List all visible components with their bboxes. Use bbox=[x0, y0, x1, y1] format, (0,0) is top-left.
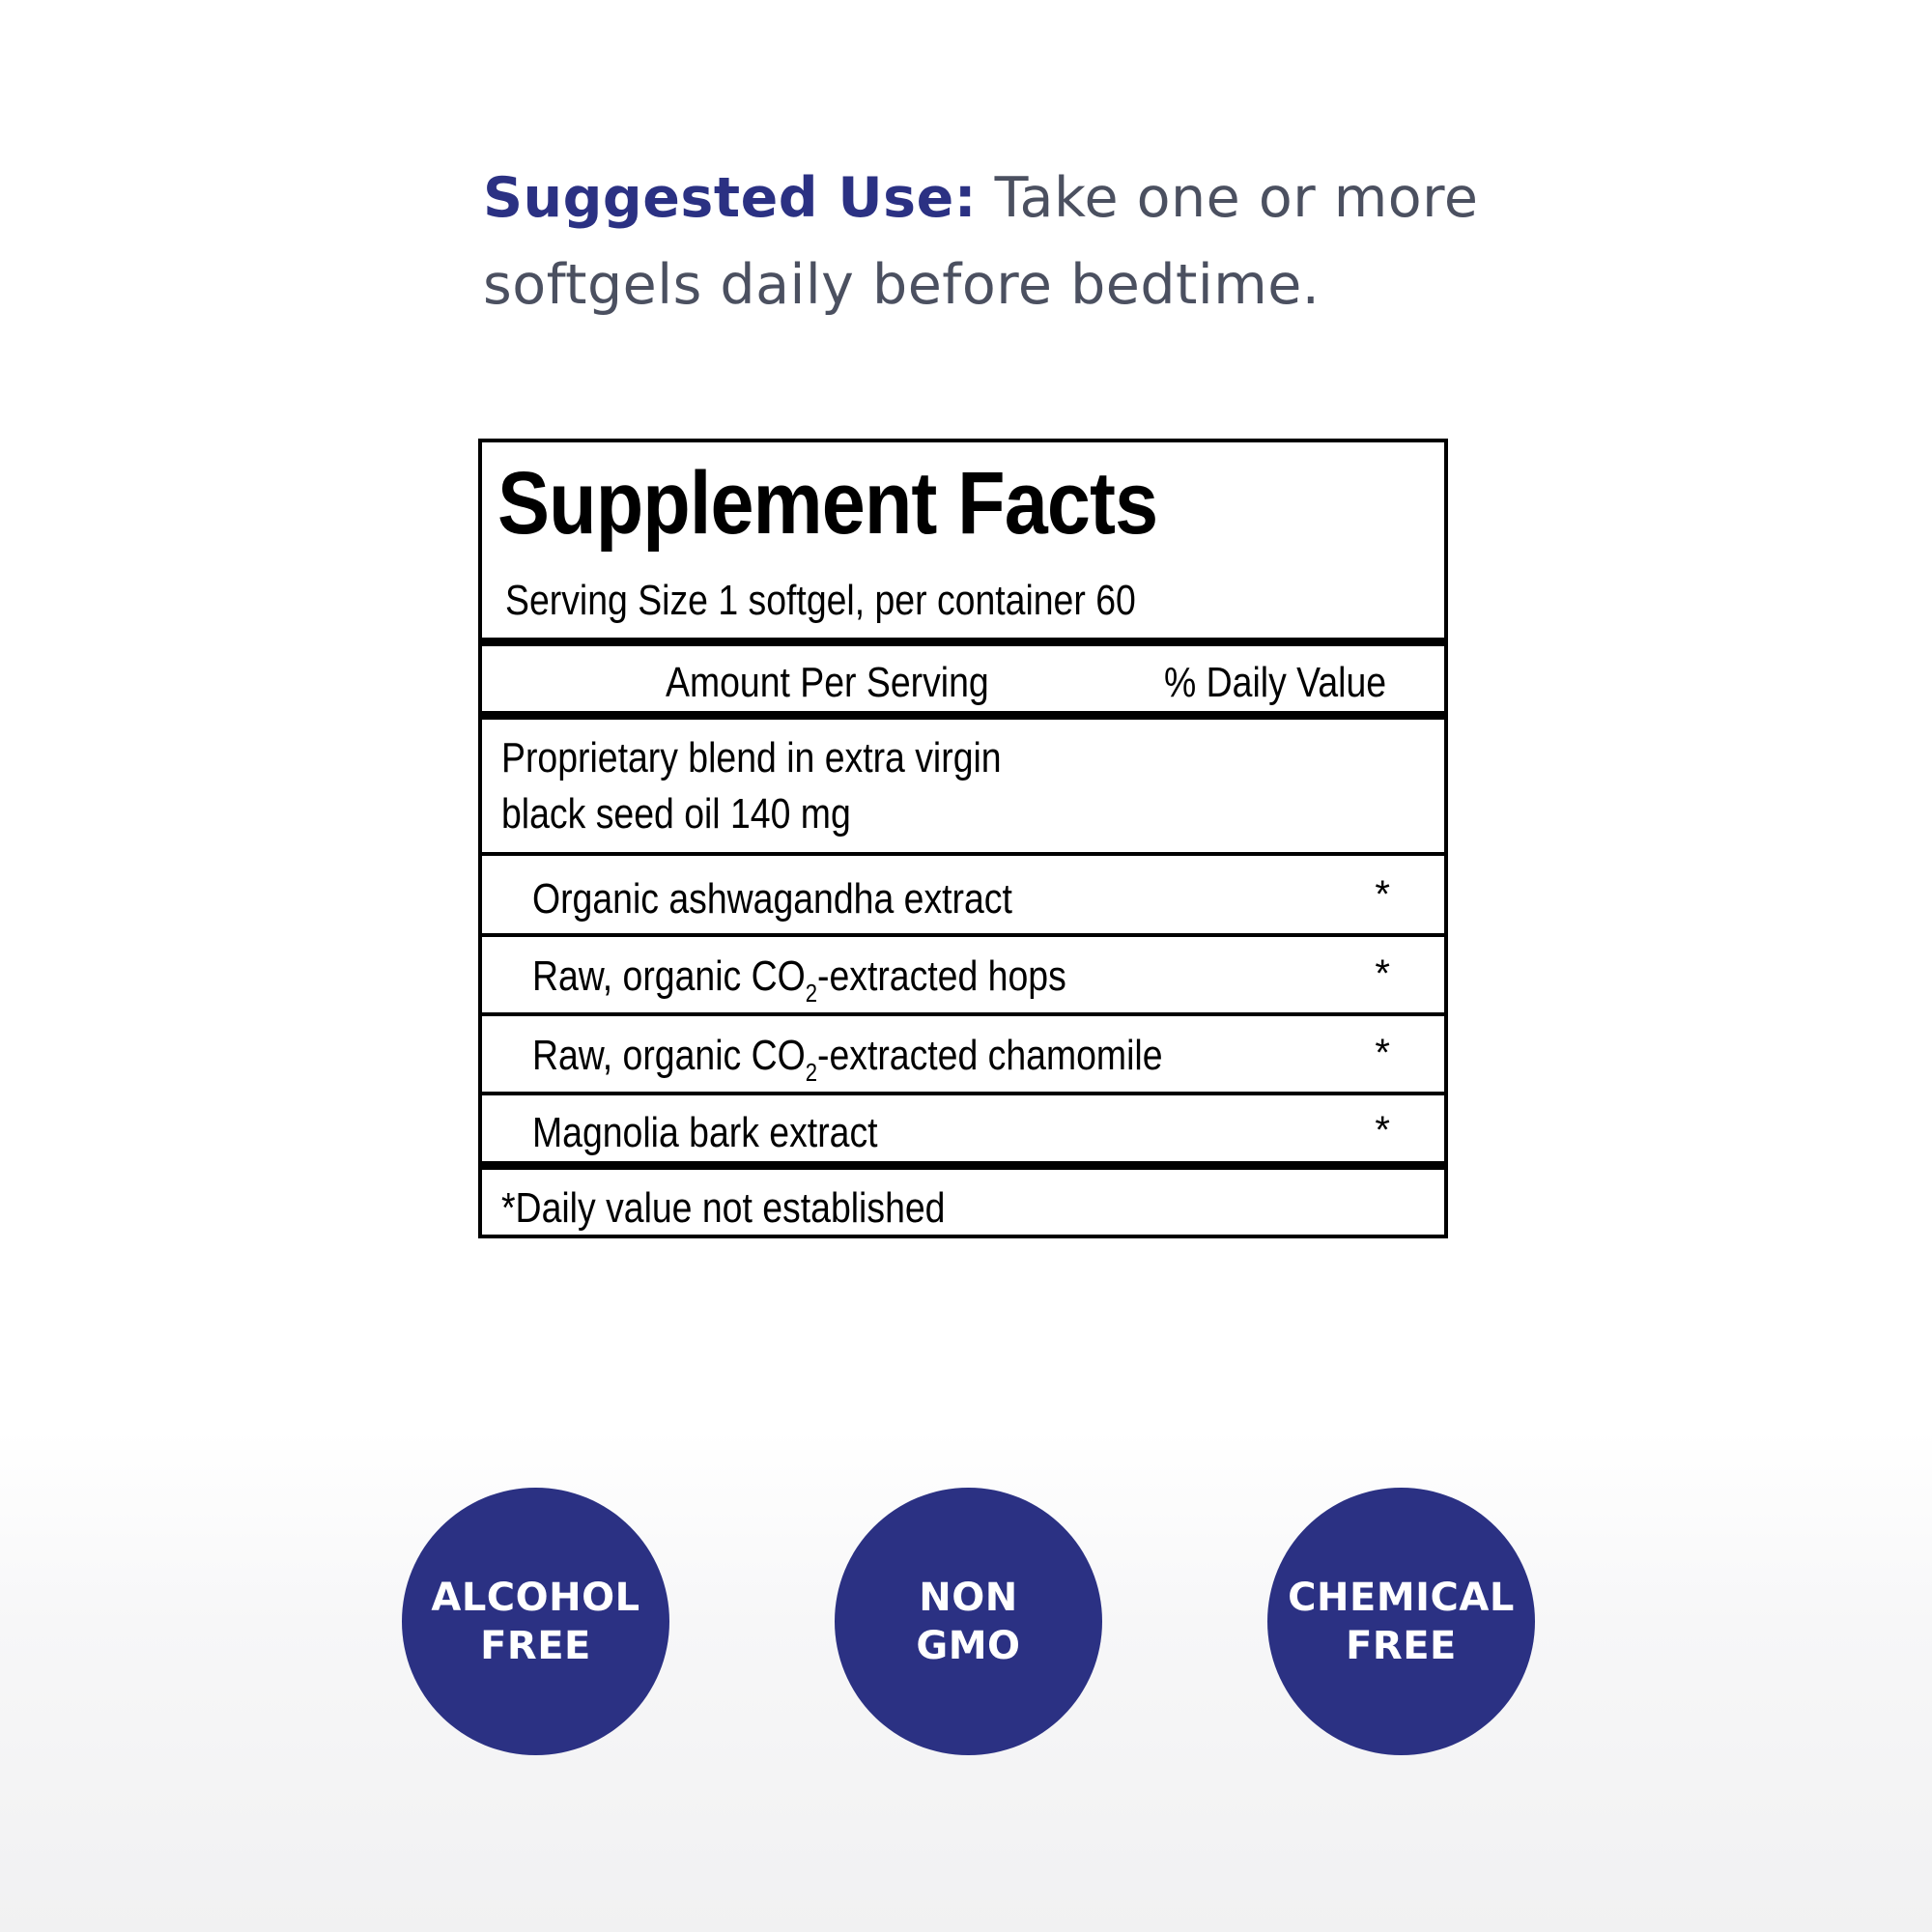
ingredient-dv: * bbox=[1375, 873, 1390, 916]
badge-line: NON bbox=[919, 1575, 1018, 1620]
ingredient-dv: * bbox=[1375, 1032, 1390, 1074]
supplement-facts-panel bbox=[478, 439, 1448, 1238]
chemical-free-badge bbox=[1267, 1488, 1535, 1755]
alcohol-free-badge bbox=[402, 1488, 669, 1755]
non-gmo-badge bbox=[835, 1488, 1102, 1755]
ingredient-dv: * bbox=[1375, 952, 1390, 995]
daily-value-header: % Daily Value bbox=[1164, 659, 1387, 706]
ingredient-name: Raw, organic $CO_2$-extracted chamomile bbox=[532, 1032, 1163, 1087]
blend-line-1: Proprietary blend in extra virgin bbox=[501, 734, 1002, 781]
amount-per-serving-header: Amount Per Serving bbox=[666, 659, 989, 706]
badge-line: ALCOHOL bbox=[431, 1575, 640, 1620]
supplement-facts-title: Supplement Facts bbox=[497, 454, 1158, 553]
divider bbox=[482, 711, 1444, 720]
badge-line: CHEMICAL bbox=[1288, 1575, 1515, 1620]
ingredient-name: Raw, organic $CO_2$-extracted hops bbox=[532, 952, 1066, 1008]
ingredient-name: Organic ashwagandha extract bbox=[532, 875, 1012, 923]
badge-line: GMO bbox=[916, 1623, 1021, 1668]
serving-size: Serving Size 1 softgel, per container 60 bbox=[505, 577, 1136, 624]
divider bbox=[482, 1012, 1444, 1016]
divider bbox=[482, 933, 1444, 937]
badge-line: FREE bbox=[1346, 1623, 1457, 1668]
badge-line: FREE bbox=[480, 1623, 591, 1668]
divider bbox=[482, 1092, 1444, 1095]
blend-line-2: black seed oil 140 mg bbox=[501, 790, 851, 838]
suggested-use-label: Suggested Use: bbox=[483, 166, 978, 230]
suggested-use-text bbox=[483, 155, 1488, 328]
ingredient-name: Magnolia bark extract bbox=[532, 1109, 878, 1156]
divider bbox=[482, 852, 1444, 856]
daily-value-footnote: *Daily value not established bbox=[501, 1184, 946, 1232]
suggested-use-instructions: Take one or more softgels daily before bedtime. bbox=[483, 166, 1479, 317]
divider bbox=[482, 638, 1444, 646]
ingredient-dv: * bbox=[1375, 1109, 1390, 1151]
divider bbox=[482, 1161, 1444, 1170]
